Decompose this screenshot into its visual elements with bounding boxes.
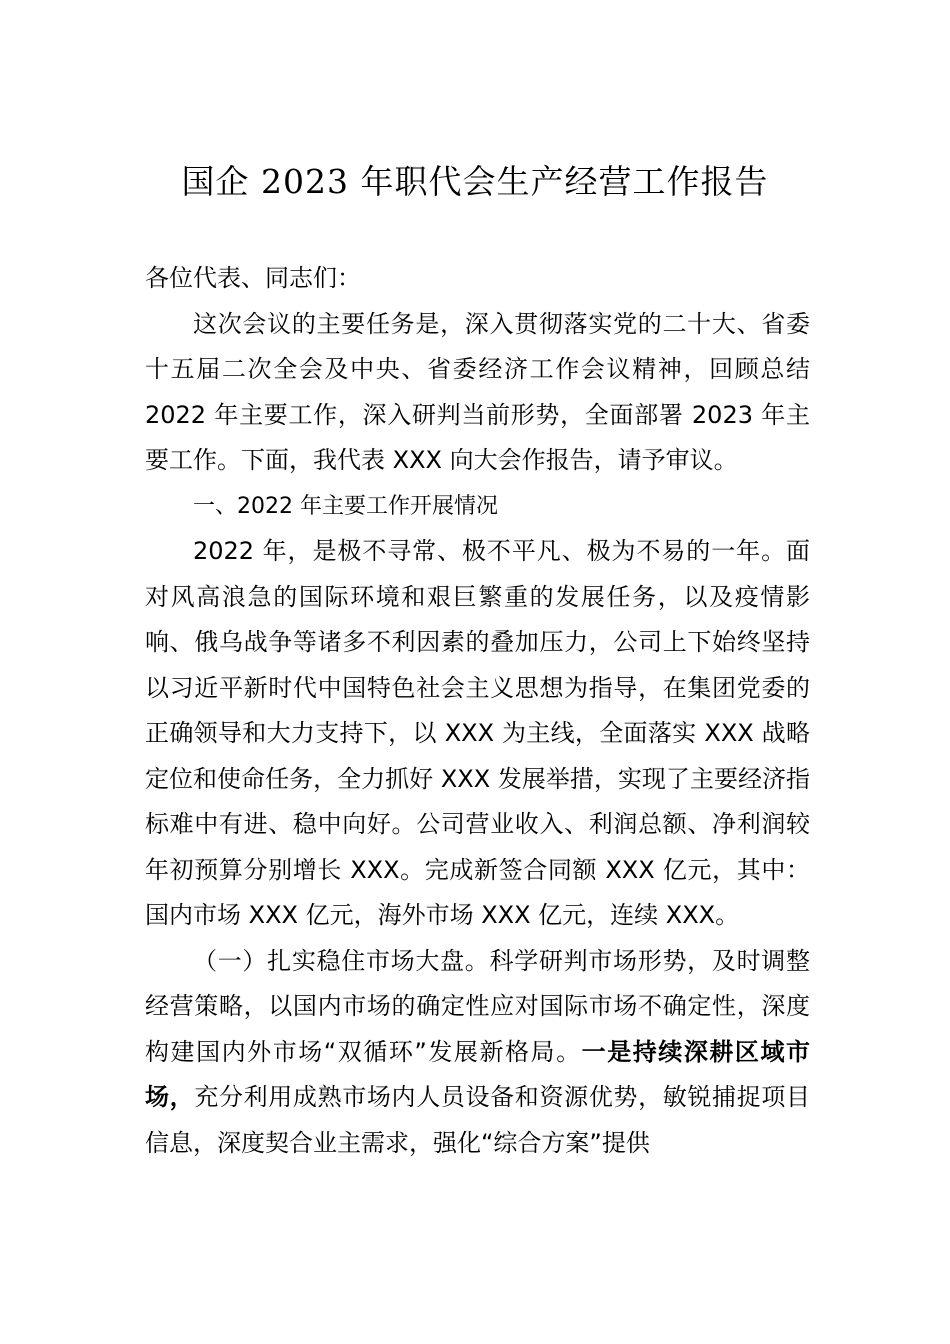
intro-paragraph: 这次会议的主要任务是，深入贯彻落实党的二十大、省委十五届二次全会及中央、省委经济工作会议精神，回顾总结 2022 年主要工作，深入研判当前形势，全面部署 2023 年主要工作。下面，我代表 XXX 向大会作报告，请予审议。	[145, 309, 810, 474]
document-body	[145, 256, 810, 1166]
section-heading: 一、2022 年主要工作开展情况	[193, 493, 498, 519]
salutation: 各位代表、同志们：	[145, 264, 361, 292]
subsection-lead: （一）扎实稳住市场大盘。科学研判市场形势，及时调整经营策略，以国内市场的确定性应对国际市场不确定性，深度构建国内外市场“双循环”发展新格局。	[145, 946, 810, 1066]
document-title: 国企 2023 年职代会生产经营工作报告	[181, 162, 769, 201]
subsection-paragraph	[145, 939, 810, 1167]
subsection-rest: 充分利用成熟市场内人员设备和资源优势，敏锐捕捉项目信息，深度契合业主需求，强化“综合方案”提供	[145, 1083, 811, 1157]
section-paragraph: 2022 年，是极不寻常、极不平凡、极为不易的一年。面对风高浪急的国际环境和艰巨繁重的发展任务，以及疫情影响、俄乌战争等诸多不利因素的叠加压力，公司上下始终坚持以习近平新时代中国特色社会主义思想为指导，在集团党委的正确领导和大力支持下，以 XXX 为主线，全面落实 XXX 战略定位和使命任务，全力抓好 XXX 发展举措，实现了主要经济指标难中有进、稳中向好。公司营业收入、利润总额、净利润较年初预算分别增长 XXX。完成新签合同额 XXX 亿元，其中：国内市场 XXX 亿元，海外市场 XXX 亿元，连续 XXX。	[145, 537, 810, 929]
subsection-bold-phrase: 一是持续深耕区域市场，	[145, 1037, 811, 1111]
